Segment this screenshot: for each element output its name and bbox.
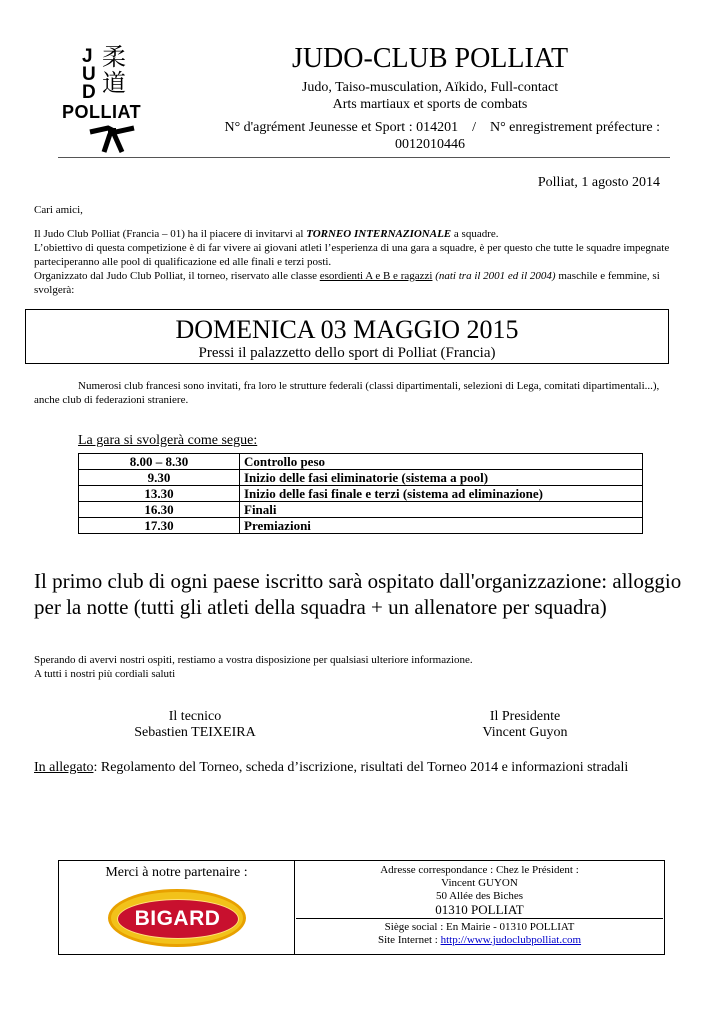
attachments-text: : Regolamento del Torneo, scheda d’iscrizione, risultati del Torneo 2014 e informazioni stradali <box>93 760 629 775</box>
hospitality-message: Il primo club di ogni paese iscritto sarà ospitato dall'organizzazione: alloggio per la notte (tutti gli atleti della squadra + un allenatore per squadra) <box>34 569 682 619</box>
schedule-time: 17.30 <box>79 518 240 534</box>
address-line-3: 50 Allée des Biches <box>435 890 524 902</box>
logo-letter-d: D <box>82 82 96 103</box>
attachments-line <box>34 760 704 776</box>
signature-technician <box>110 709 280 741</box>
club-logo <box>58 44 162 156</box>
intro-text: Il Judo Club Polliat (Francia – 01) ha il piacere di invitarvi al <box>34 228 307 240</box>
bigard-logo <box>108 889 246 947</box>
attachments-label: In allegato <box>34 760 94 775</box>
table-row <box>79 454 643 470</box>
judo-belt-icon <box>86 124 138 154</box>
intro-paragraph <box>34 227 684 297</box>
logo-kanji-ju: 柔 <box>102 43 126 71</box>
signature-role: Il tecnico <box>168 709 222 724</box>
schedule-activity: Controllo peso <box>240 454 643 470</box>
address-line-1: Adresse correspondance : Chez le Président : <box>380 864 579 876</box>
address-line-2: Vincent GUYON <box>441 877 518 889</box>
schedule-time: 8.00 – 8.30 <box>79 454 240 470</box>
signature-role: Il Presidente <box>489 709 561 724</box>
schedule-activity: Inizio delle fasi eliminatorie (sistema a pool) <box>240 470 643 486</box>
event-title: DOMENICA 03 MAGGIO 2015 <box>175 315 519 344</box>
logo-kanji-do: 道 <box>102 69 126 97</box>
signature-president <box>440 709 610 741</box>
objective-text: L’obiettivo di questa competizione è di far vivere ai giovani atleti l’esperienza di una gara a squadre, è per questo che tutte le squadre impegnate parteciperanno alle pool di qualificazione ed alle finali e terzi posti. <box>34 242 670 268</box>
greeting: Cari amici, <box>34 204 83 216</box>
schedule-time: 16.30 <box>79 502 240 518</box>
closing-line-1: Sperando di avervi nostri ospiti, restiamo a vostra disposizione per qualsiasi ulteriore informazione. <box>34 654 473 666</box>
signature-name: Vincent Guyon <box>482 725 568 740</box>
event-place: Pressi il palazzetto dello sport di Polliat (Francia) <box>198 345 496 361</box>
organization-line <box>34 269 684 297</box>
logo-letter-u: U <box>82 64 96 85</box>
invited-clubs-paragraph: Numerosi club francesi sono invitati, fra loro le strutture federali (classi dipartimentali, selezioni di Lega, comitati dipartimentali...), anche club di federazioni straniere. <box>34 380 660 406</box>
birth-years: (nati tra il 2001 ed il 2004) <box>432 270 556 282</box>
intro-text-end: a squadre. <box>451 228 499 240</box>
agrement-number: 0012010446 <box>395 137 465 152</box>
organization-text-end: maschile e femmine, si svolgerà: <box>34 270 660 296</box>
schedule-title: La gara si svolgerà come segue: <box>78 433 258 448</box>
partner-cell <box>59 861 295 955</box>
tournament-name: TORNEO INTERNAZIONALE <box>306 228 452 240</box>
footer-table <box>58 860 665 955</box>
website-label: Site Internet : <box>377 934 441 946</box>
table-row <box>79 502 643 518</box>
address-line-4: 01310 POLLIAT <box>296 903 663 919</box>
schedule-activity: Premiazioni <box>240 518 643 534</box>
logo-word: POLLIAT <box>62 102 142 122</box>
table-row <box>79 486 643 502</box>
closing-paragraph <box>34 653 684 681</box>
event-box <box>25 309 669 364</box>
intro-line-1 <box>34 227 684 241</box>
schedule-activity: Inizio delle fasi finale e terzi (sistema ad eliminazione) <box>240 486 643 502</box>
organization-text: Organizzato dal Judo Club Polliat, il torneo, riservato alle classe <box>34 270 320 282</box>
schedule-time: 9.30 <box>79 470 240 486</box>
address-cell <box>295 861 665 955</box>
website-link[interactable]: http://www.judoclubpolliat.com <box>440 934 582 946</box>
website-line <box>296 934 663 950</box>
closing-line-2: A tutti i nostri più cordiali saluti <box>34 668 176 680</box>
partner-label: Merci à notre partenaire : <box>105 865 248 880</box>
table-row <box>79 518 643 534</box>
schedule-table <box>78 453 643 534</box>
schedule-time: 13.30 <box>79 486 240 502</box>
club-subtitle-arts: Arts martiaux et sports de combats <box>332 97 528 112</box>
table-row <box>79 470 643 486</box>
siege-social: Siège social : En Mairie - 01310 POLLIAT <box>384 921 575 933</box>
logo-letter-j: J <box>82 46 93 67</box>
club-title: JUDO-CLUB POLLIAT <box>291 43 569 74</box>
header-divider <box>58 157 670 158</box>
schedule-activity: Finali <box>240 502 643 518</box>
signature-name: Sebastien TEIXEIRA <box>134 725 256 740</box>
letter-date: Polliat, 1 agosto 2014 <box>537 175 660 190</box>
agrement-line: N° d'agrément Jeunesse et Sport : 014201 / N° enregistrement préfecture : <box>224 120 660 135</box>
age-class: esordienti A e B e ragazzi <box>319 270 433 282</box>
bigard-logo-text: BIGARD <box>117 899 239 939</box>
club-subtitle-disciplines: Judo, Taiso-musculation, Aïkido, Full-contact <box>301 80 559 95</box>
